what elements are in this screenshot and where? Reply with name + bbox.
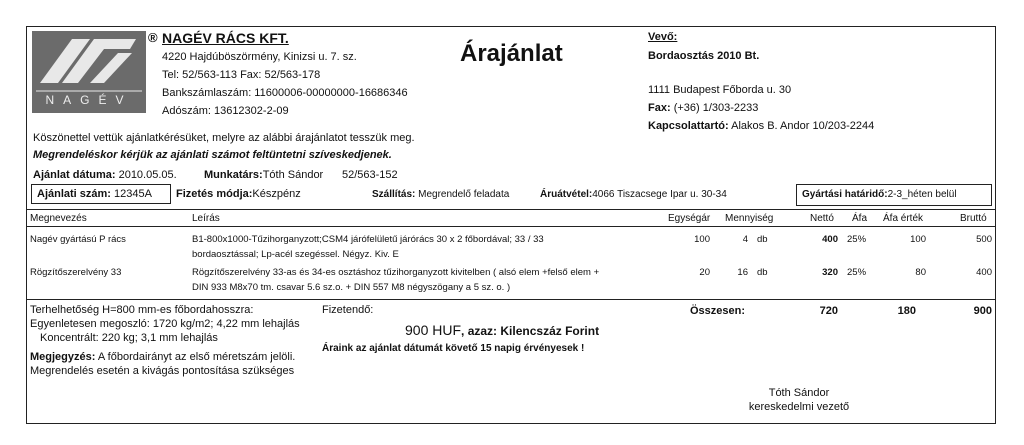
col-header-vat: Áfa: [852, 213, 868, 224]
row-gross: 500: [976, 234, 992, 245]
row-desc-line2: DIN 933 M8x70 tm. csavar 5.6 sz.o. + DIN 557 M8 négyszögany a 5 sz. o. ): [192, 282, 511, 293]
row-vat: 25%: [847, 234, 867, 245]
col-header-unit-price: Egységár: [668, 213, 711, 224]
payable-label: Fizetendő:: [322, 304, 374, 316]
total-net: 720: [819, 305, 838, 317]
payable-words: , azaz: Kilencszáz Forint: [461, 324, 600, 338]
buyer-contact-value: Alakos B. Andor 10/203-2244: [731, 120, 875, 132]
offer-number-label: Ajánlati szám:: [37, 188, 111, 200]
row-qty: 16: [737, 267, 748, 278]
signer-title: kereskedelmi vezető: [748, 401, 850, 413]
row-gross: 400: [976, 267, 992, 278]
col-header-qty: Mennyiség: [725, 213, 774, 224]
deadline-value: 2-3_héten belül: [887, 189, 957, 200]
col-header-gross: Bruttó: [960, 213, 987, 224]
total-vat: 180: [897, 305, 916, 317]
row-desc-line1: Rögzítőszerelvény 33-as és 34-es osztáshoz tűzihorganyzott kivitelben ( alsó elem +felső elem +: [192, 267, 600, 278]
row-name: Rögzítőszerelvény 33: [30, 267, 122, 278]
logo-text: NAGÉV: [45, 93, 133, 107]
col-header-name: Megnevezés: [30, 213, 87, 224]
worker-value: Tóth Sándor: [262, 169, 324, 181]
company-tax: Adószám: 13612302-2-09: [162, 105, 289, 117]
offer-date-label: Ajánlat dátuma:: [33, 169, 116, 181]
load-distributed: Egyenletesen megoszló: 1720 kg/m2; 4,22 mm lehajlás: [30, 318, 300, 330]
pickup-value: 4066 Tiszacsege Ipar u. 30-34: [592, 189, 727, 200]
row-vat: 25%: [847, 267, 867, 278]
row-vat-value: 80: [915, 267, 926, 278]
row-vat-value: 100: [910, 234, 926, 245]
buyer-name: Bordaosztás 2010 Bt.: [648, 50, 760, 62]
row-desc-line2: bordaosztással; Lp-acél szegéssel. Négyz. Kiv. E: [192, 249, 399, 260]
load-concentrated: Koncentrált: 220 kg; 3,1 mm lehajlás: [40, 332, 218, 344]
company-address: 4220 Hajdúböszörmény, Kinizsi u. 7. sz.: [162, 51, 357, 63]
col-header-vat-value: Áfa érték: [883, 213, 924, 224]
remark-value: A főbordairányt az első méretszám jelöli.: [97, 351, 296, 363]
row-unit: db: [757, 234, 768, 245]
deadline-label: Gyártási határidő:: [802, 189, 888, 200]
company-bank: Bankszámlaszám: 11600006-00000000-16686346: [162, 87, 408, 99]
company-name: NAGÉV RÁCS KFT.: [162, 30, 289, 46]
payment-label: Fizetés módja:: [176, 188, 253, 200]
company-phone-fax: Tel: 52/563-113 Fax: 52/563-178: [162, 69, 321, 81]
row-name: Nagév gyártású P rács: [30, 234, 126, 245]
shipping-label: Szállítás:: [372, 189, 416, 200]
intro-note: Megrendeléskor kérjük az ajánlati számot feltüntetni szíveskedjenek.: [33, 149, 392, 161]
payment-value: Készpénz: [252, 188, 301, 200]
shipping-value: Megrendelő feladata: [418, 189, 510, 200]
remark-label: Megjegyzés:: [30, 351, 96, 363]
row-unit-price: 20: [699, 267, 710, 278]
worker-phone: 52/563-152: [342, 169, 398, 181]
load-capacity: Terhelhetőség H=800 mm-es főbordahosszra:: [30, 304, 254, 316]
offer-number-value: 12345A: [114, 188, 152, 200]
buyer-contact-label: Kapcsolattartó:: [648, 120, 729, 132]
row-net: 320: [822, 267, 838, 278]
validity-note: Áraink az ajánlat dátumát követő 15 napig érvényesek !: [322, 343, 585, 354]
worker-label: Munkatárs:: [204, 169, 263, 181]
remark-second: Megrendelés esetén a kivágás pontosítása szükséges: [30, 365, 295, 377]
registered-mark: ®: [148, 30, 158, 45]
divider: [27, 209, 995, 210]
buyer-address: 1111 Budapest Főborda u. 30: [648, 84, 792, 96]
total-gross: 900: [973, 305, 992, 317]
payable-amount: 900 HUF: [405, 322, 462, 338]
offer-date-value: 2010.05.05.: [118, 169, 177, 181]
row-unit-price: 100: [694, 234, 710, 245]
page-title: Árajánlat: [460, 40, 563, 67]
col-header-desc: Leírás: [192, 213, 220, 224]
row-net: 400: [822, 234, 838, 245]
total-label: Összesen:: [690, 305, 746, 317]
buyer-fax-label: Fax:: [648, 102, 671, 114]
intro-thanks: Köszönettel vettük ajánlatkérésüket, melyre az alábbi árajánlatot tesszük meg.: [33, 132, 415, 144]
col-header-net: Nettó: [810, 213, 834, 224]
row-qty: 4: [742, 234, 748, 245]
row-desc-line1: B1-800x1000-Tűzihorganyzott;CSM4 járófelületű járórács 30 x 2 főbordával; 33 / 33: [192, 234, 544, 245]
divider: [27, 226, 995, 227]
divider: [27, 299, 995, 300]
company-logo: [32, 31, 146, 113]
row-unit: db: [757, 267, 768, 278]
buyer-label: Vevő:: [648, 31, 678, 43]
signer-name: Tóth Sándor: [768, 387, 830, 399]
pickup-label: Áruátvétel:: [540, 189, 593, 200]
buyer-fax-value: (+36) 1/303-2233: [673, 102, 759, 114]
